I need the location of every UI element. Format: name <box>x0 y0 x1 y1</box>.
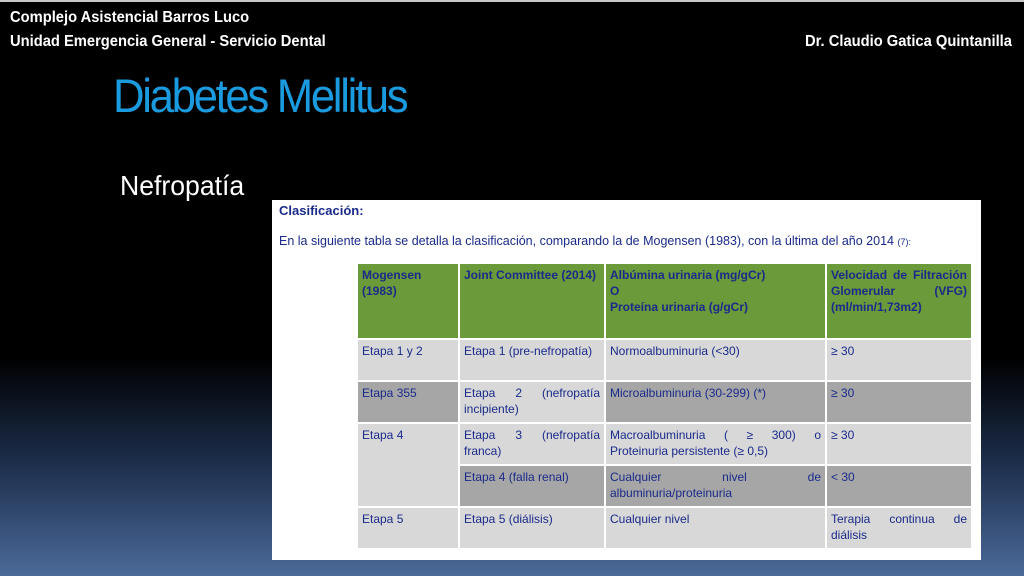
cell-joint-committee: Etapa 4 (falla renal) <box>459 465 605 507</box>
classification-heading: Clasificación: <box>279 203 364 218</box>
slide-subtitle: Nefropatía <box>120 170 245 201</box>
cell-joint-committee: Etapa 1 (pre-nefropatía) <box>459 339 605 381</box>
header-mogensen: Mogensen (1983) <box>357 263 459 339</box>
cell-mogensen: Etapa 1 y 2 <box>357 339 459 381</box>
cell-albumin: Cualquier nivel de albuminuria/proteinuria <box>605 465 826 507</box>
cell-mogensen: Etapa 355 <box>357 381 459 423</box>
cell-vfg: ≥ 30 <box>826 381 972 423</box>
header-vfg: Velocidad de Filtración Glomerular (VFG) (ml/min/1,73m2) <box>826 263 972 339</box>
cell-albumin: Microalbuminuria (30-299) (*) <box>605 381 826 423</box>
cell-joint-committee: Etapa 2 (nefropatía incipiente) <box>459 381 605 423</box>
department-name: Unidad Emergencia General - Servicio Dental <box>10 33 326 50</box>
top-border-line <box>0 0 1024 2</box>
cell-vfg: ≥ 30 <box>826 339 972 381</box>
institution-name: Complejo Asistencial Barros Luco <box>10 9 250 26</box>
header-joint-committee: Joint Committee (2014) <box>459 263 605 339</box>
intro-text <box>279 234 911 248</box>
cell-vfg: ≥ 30 <box>826 423 972 465</box>
cell-mogensen: Etapa 4 <box>357 423 459 507</box>
cell-vfg: < 30 <box>826 465 972 507</box>
table-row <box>357 507 972 549</box>
cell-vfg: Terapia continua de diálisis <box>826 507 972 549</box>
table-row <box>357 423 972 465</box>
table-row <box>357 381 972 423</box>
table-header-row <box>357 263 972 339</box>
cell-mogensen: Etapa 5 <box>357 507 459 549</box>
intro-reference: (7): <box>897 237 911 247</box>
intro-sentence: En la siguiente tabla se detalla la clasificación, comparando la de Mogensen (1983), con la última del año 2014 <box>279 234 894 248</box>
table-row <box>357 339 972 381</box>
cell-albumin: Normoalbuminuria (<30) <box>605 339 826 381</box>
cell-joint-committee: Etapa 5 (diálisis) <box>459 507 605 549</box>
cell-joint-committee: Etapa 3 (nefropatía franca) <box>459 423 605 465</box>
cell-albumin: Macroalbuminuria ( ≥ 300) o Proteinuria persistente (≥ 0,5) <box>605 423 826 465</box>
author-name: Dr. Claudio Gatica Quintanilla <box>805 33 1012 50</box>
cell-albumin: Cualquier nivel <box>605 507 826 549</box>
classification-panel <box>272 200 981 560</box>
header-albumin: Albúmina urinaria (mg/gCr) O Proteína urinaria (g/gCr) <box>605 263 826 339</box>
slide-title: Diabetes Mellitus <box>113 69 407 122</box>
classification-table <box>356 262 973 550</box>
